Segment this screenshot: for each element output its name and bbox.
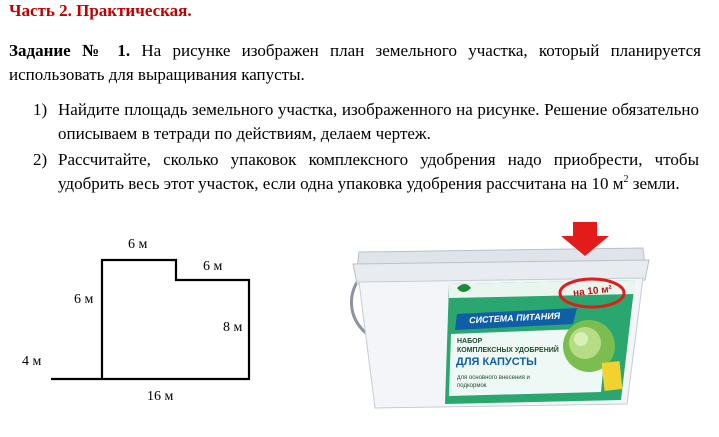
- package-sub2: подкормок: [457, 383, 487, 389]
- package-brand: СИСТЕМА ПИТАНИЯ: [468, 310, 561, 326]
- question-text: Найдите площадь земельного участка, изображенного на рисунке. Решение обязательно описываем в тетради по действиям, делаем чертеж.: [58, 100, 699, 143]
- package-sub1: для основного внесения и: [457, 375, 530, 381]
- dim-label-right: 8 м: [223, 320, 243, 335]
- task-label: Задание № 1.: [9, 41, 131, 60]
- task-statement: [9, 39, 701, 87]
- package-tag: на 10 м²: [572, 283, 613, 300]
- fertilizer-package-image: [345, 222, 655, 432]
- question-item-2: [33, 148, 699, 196]
- land-plot-plan: [0, 232, 270, 432]
- package-line2: КОМПЛЕКСНЫХ УДОБРЕНИЙ: [457, 347, 559, 354]
- dim-label-bottom: 16 м: [147, 389, 174, 404]
- question-text: Рассчитайте, сколько упаковок комплексного удобрения надо приобрести, чтобы удобрить весь этот участок, если одна упаковка удобрения рассчитана на 10 м: [58, 150, 699, 193]
- package-line1: НАБОР: [457, 338, 483, 345]
- question-number: 2): [33, 150, 48, 169]
- superscript: 2: [623, 174, 629, 185]
- part-title: Часть 2. Практическая.: [9, 1, 192, 20]
- dim-label-top: 6 м: [128, 237, 148, 252]
- fertilizer-bucket: [345, 222, 655, 432]
- question-text-end: земли.: [628, 174, 680, 193]
- question-item-1: [33, 98, 699, 146]
- question-number: 1): [33, 100, 48, 119]
- package-product: ДЛЯ КАПУСТЫ: [456, 356, 537, 368]
- dim-label-left-lower: 4 м: [22, 354, 42, 369]
- dim-label-left-upper: 6 м: [74, 292, 94, 307]
- question-list: [33, 98, 699, 198]
- task-text: На рисунке изображен план земельного участка, который планируется использовать для выращивания капусты.: [9, 41, 701, 84]
- dim-label-step: 6 м: [203, 259, 223, 274]
